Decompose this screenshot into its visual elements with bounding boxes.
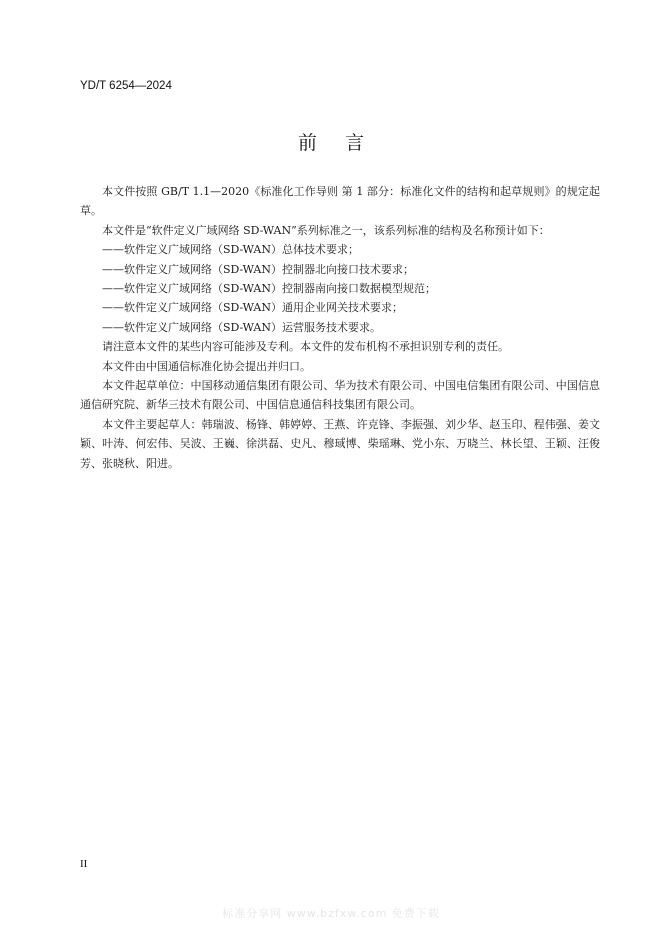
paragraph-drafting-units: 本文件起草单位：中国移动通信集团有限公司、华为技术有限公司、中国电信集团有限公司、中国信息通信研究院、新华三技术有限公司、中国信息通信科技集团有限公司。	[80, 379, 600, 412]
list-item: ——软件定义广域网络（SD-WAN）通用企业网关技术要求；	[102, 301, 403, 315]
list-item: ——软件定义广域网络（SD-WAN）控制器南向接口数据模型规范；	[102, 282, 436, 296]
page-number: II	[80, 858, 88, 870]
paragraph-drafters: 本文件主要起草人：韩瑞波、杨锋、韩婷婷、王燕、许克锋、李振强、刘少华、赵玉印、程伟强、姜文颖、叶涛、何宏伟、吴波、王巍、徐洪磊、史凡、穆琙博、柴瑶琳、党小东、万晓兰、林长望、王颖、汪俊芳、张晓秋、阳进。	[80, 417, 600, 470]
list-item: ——软件定义广域网络（SD-WAN）总体技术要求；	[102, 243, 360, 257]
paragraph-proposer: 本文件由中国通信标准化协会提出并归口。	[102, 359, 311, 373]
paragraph-patent-notice: 请注意本文件的某些内容可能涉及专利。本文件的发布机构不承担识别专利的责任。	[102, 340, 509, 354]
list-item: ——软件定义广域网络（SD-WAN）控制器北向接口技术要求；	[102, 262, 414, 276]
paragraph-drafting-rules: 本文件按照 GB/T 1.1—2020《标准化工作导则 第 1 部分：标准化文件的结构和起草规则》的规定起草。	[80, 185, 600, 218]
paragraph-series-intro: 本文件是“软件定义广域网络 SD-WAN”系列标准之一，该系列标准的结构及名称预计如下：	[102, 223, 550, 237]
watermark: 标准分享网 www.bzfxw.com 免费下载	[222, 907, 440, 920]
list-item: ——软件定义广域网络（SD-WAN）运营服务技术要求。	[102, 320, 381, 334]
page-title: 前言	[297, 132, 392, 154]
document-number: YD/T 6254—2024	[80, 80, 172, 92]
foreword-body	[80, 182, 600, 473]
